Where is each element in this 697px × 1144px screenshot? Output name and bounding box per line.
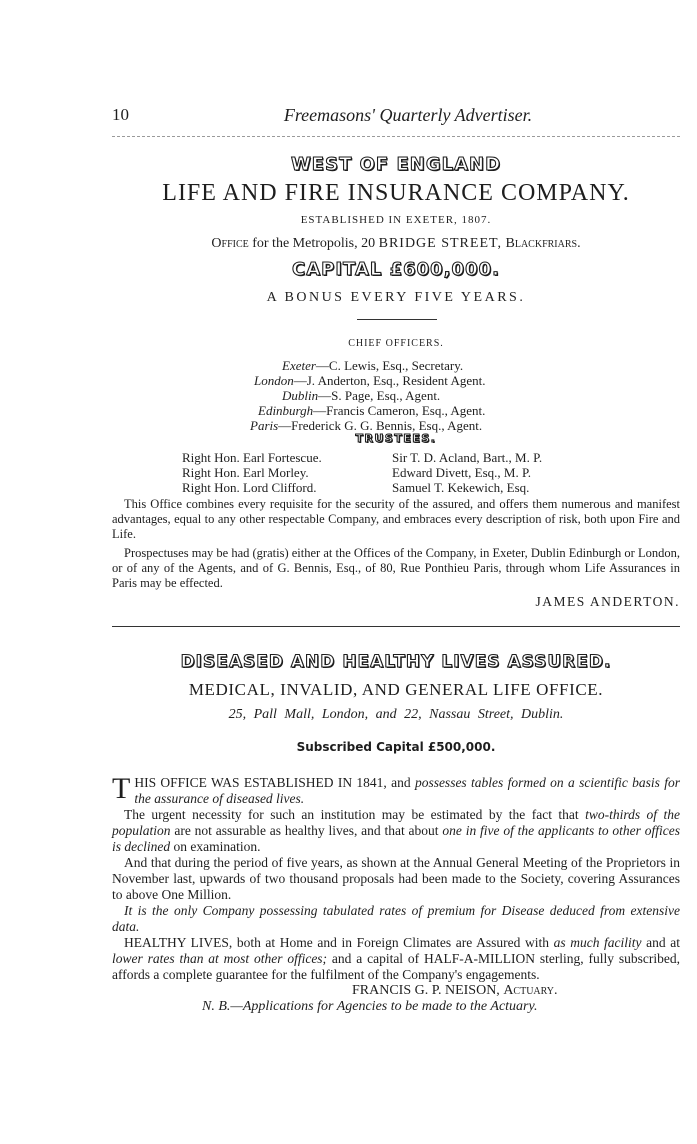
drop-cap: T: [112, 772, 131, 805]
running-header: [112, 105, 680, 131]
trustee-name: Right Hon. Earl Fortescue.: [182, 450, 322, 465]
trustee-name: Right Hon. Lord Clifford.: [182, 480, 317, 495]
ad1-trustees-left: [182, 450, 322, 495]
ad1-paragraph-security: This Office combines every requisite for the security of the assured, and offers them numerous and manifest advantages, equal to any other respectable Company, and embraces every description of risk, both upon Fire and Life.: [112, 497, 680, 541]
ad1-paragraph-prospectuses: Prospectuses may be had (gratis) either at the Offices of the Company, in Exeter, Dublin Edinburgh or London, or of any of the Agents, and of G. Bennis, Esq., of 80, Rue Ponthieu Paris, through whom Life Assurances in Paris may be effected.: [112, 546, 680, 590]
officer-line: Edinburgh—Francis Cameron, Esq., Agent.: [258, 403, 486, 418]
ad2-paragraph-only-company: It is the only Company possessing tabulated rates of premium for Disease deduced from extensive data.: [112, 903, 680, 934]
page-title: Freemasons' Quarterly Advertiser.: [283, 105, 533, 125]
ad2-signature: FRANCIS G. P. NEISON, Actuary.: [352, 983, 558, 998]
ad1-officers-list: [250, 358, 485, 433]
ad2-address: 25, Pall Mall, London, and 22, Nassau Street, Dublin.: [228, 707, 564, 722]
ad1-established: ESTABLISHED IN EXETER, 1807.: [300, 214, 492, 226]
ad2-note: N. B.—Applications for Agencies to be made to the Actuary.: [202, 999, 538, 1014]
ad1-office-line: Office for the Metropolis, 20 BRIDGE STREET, Blackfriars.: [211, 236, 581, 251]
ad2-body: [112, 772, 680, 1015]
trustee-name: Edward Divett, Esq., M. P.: [392, 465, 532, 480]
ad2-capital: Subscribed Capital £500,000.: [296, 740, 496, 754]
trustee-name: Right Hon. Earl Morley.: [182, 465, 309, 480]
ad2-paragraph-established: THIS OFFICE WAS ESTABLISHED IN 1841, and possesses tables formed on a scientific basis for the assurance of diseased lives.: [112, 772, 680, 806]
header-divider: [112, 136, 680, 137]
trustee-name: Samuel T. Kekewich, Esq.: [392, 480, 530, 495]
ad1-officers-heading: CHIEF OFFICERS.: [348, 338, 444, 349]
ad-divider: [112, 626, 680, 627]
ad2-heading: DISEASED AND HEALTHY LIVES ASSURED.: [180, 652, 612, 672]
ad1-heading: WEST OF ENGLAND: [290, 154, 502, 175]
ad1-short-rule: [357, 319, 437, 320]
ad1-trustees-right: [392, 450, 542, 495]
ad2-paragraph-necessity: The urgent necessity for such an institution may be estimated by the fact that two-thirds of the population are not assurable as healthy lives, and that about one in five of the applicants to other offices is declined on examination.: [112, 807, 680, 854]
page-number: 10: [112, 105, 129, 124]
ad1-trustees-heading: TRUSTEES.: [355, 432, 437, 445]
officer-line: Exeter—C. Lewis, Esq., Secretary.: [282, 358, 464, 373]
officer-line: Paris—Frederick G. G. Bennis, Esq., Agent.: [250, 418, 483, 433]
ad1-capital: CAPITAL £600,000.: [292, 259, 500, 280]
officer-line: London—J. Anderton, Esq., Resident Agent.: [254, 373, 486, 388]
ad1-subheading: LIFE AND FIRE INSURANCE COMPANY.: [162, 180, 630, 206]
ad1-signature: JAMES ANDERTON.: [535, 594, 680, 609]
trustee-name: Sir T. D. Acland, Bart., M. P.: [392, 450, 543, 465]
officer-line: Dublin—S. Page, Esq., Agent.: [282, 388, 441, 403]
ad2-paragraph-meeting: And that during the period of five years, as shown at the Annual General Meeting of the Proprietors in November last, upwards of two thousand proposals had been made to the Society, covering Assurances to above One Million.: [112, 855, 680, 902]
ad2-paragraph-healthy-lives: HEALTHY LIVES, both at Home and in Foreign Climates are Assured with as much facility and at lower rates than at most other offices; and a capital of HALF-A-MILLION sterling, fully subscribed, affords a complete guarantee for the fulfilment of the Company's engagements.: [112, 935, 680, 982]
ad1-bonus: A BONUS EVERY FIVE YEARS.: [266, 290, 526, 305]
ad2-subheading: MEDICAL, INVALID, AND GENERAL LIFE OFFICE.: [188, 680, 604, 699]
